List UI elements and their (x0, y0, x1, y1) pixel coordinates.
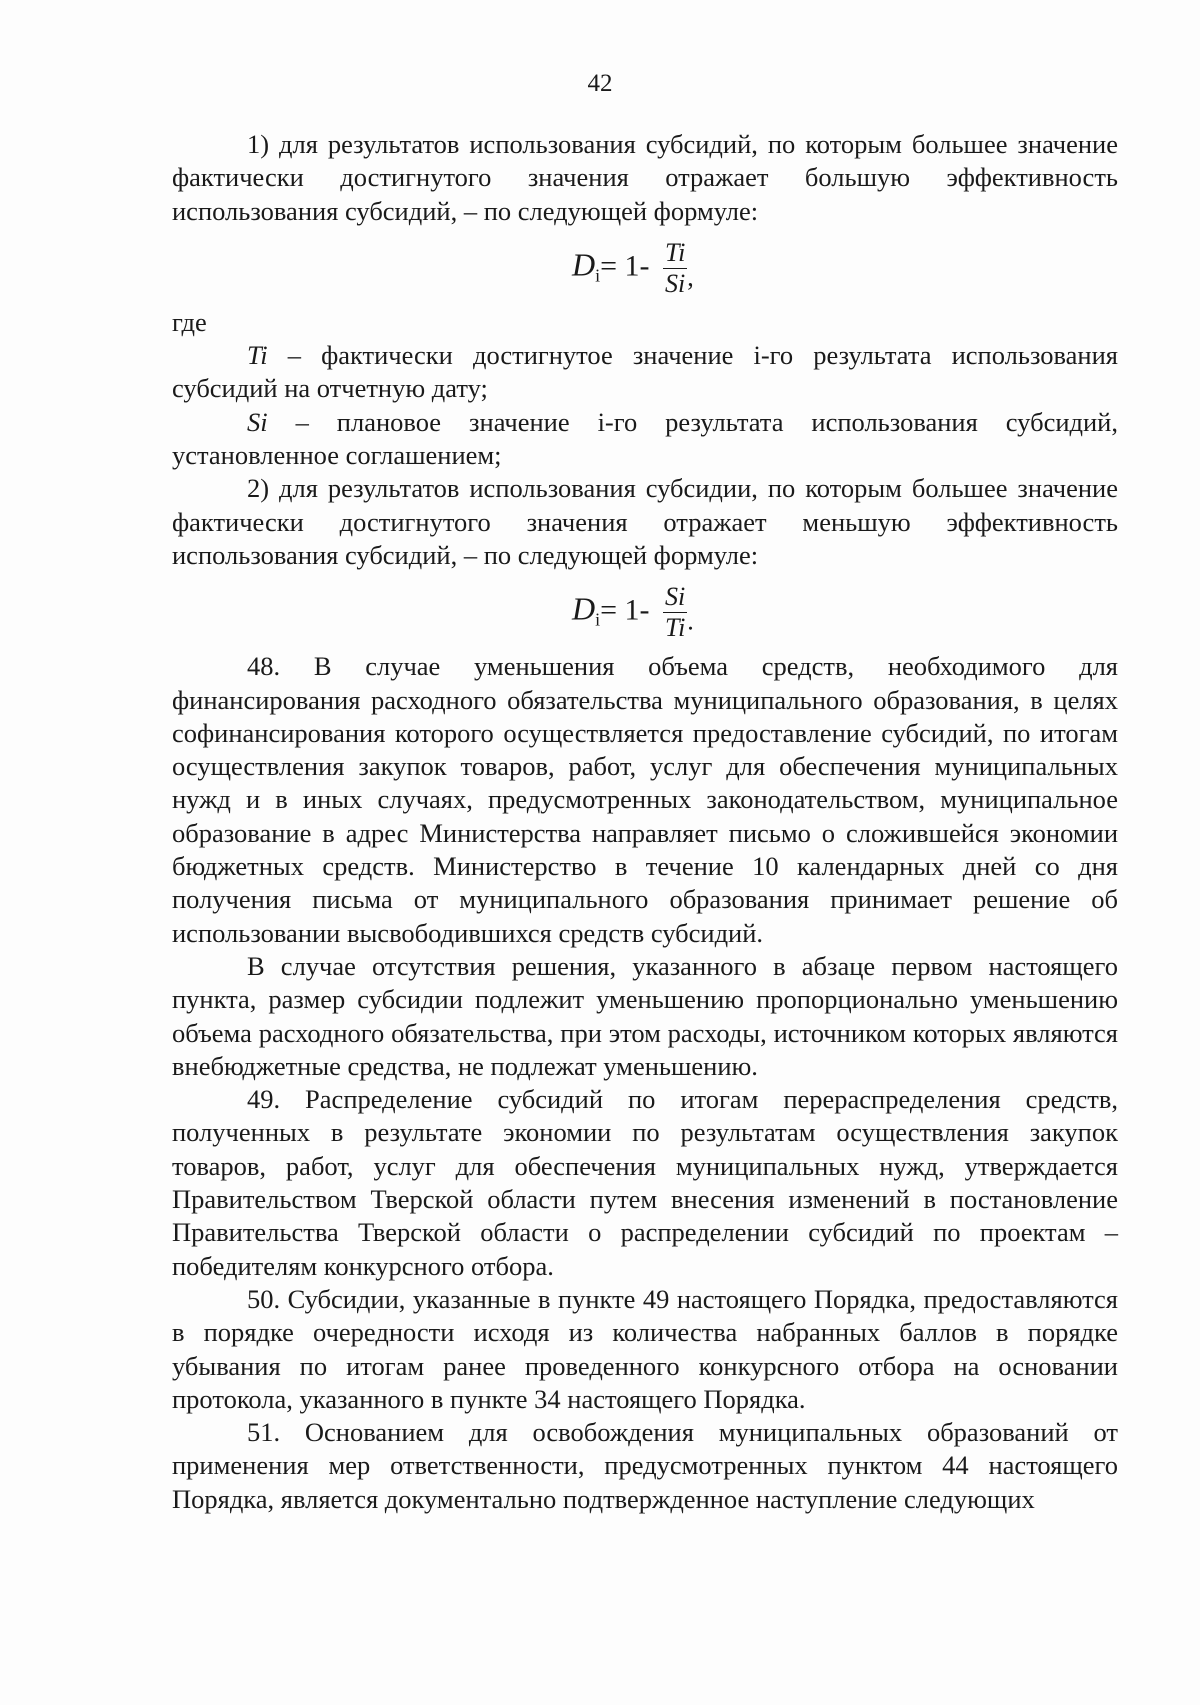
formula-2-fraction (663, 582, 687, 643)
paragraph-49: 49. Распределение субсидий по итогам перераспределения средств, полученных в результате экономии по результатам осуществления закупок товаров, работ, услуг для обеспечения муниципальных нужд, утверждается Правительством Тверской области путем внесения изменений в постановление Правительства Тверской области о распределении субсидий по проектам – победителям конкурсного отбора. (172, 1084, 1118, 1281)
formula-1-equals: = 1- (600, 249, 658, 283)
si-symbol: Si (247, 406, 268, 437)
paragraph-50: 50. Субсидии, указанные в пункте 49 настоящего Порядка, предоставляются в порядке очередности исходя из количества набранных баллов в порядке убывания по итогам ранее проведенного конкурсного отбора на основании протокола, указанного в пункте 34 настоящего Порядка. (172, 1283, 1118, 1414)
formula-1-denominator: Si (665, 268, 686, 298)
formula-1-tail: , (687, 262, 694, 292)
formula-1 (172, 228, 1118, 306)
page-number: 42 (587, 70, 613, 97)
ti-text: – фактически достигнутое значение i-го результата использования субсидий на отчетную дату; (172, 340, 1118, 404)
formula-1-numerator: Ti (665, 237, 686, 267)
formula-1-lhs: D (572, 246, 596, 283)
formula-2-tail: . (687, 606, 694, 636)
formula-2 (172, 572, 1118, 650)
paragraph-48: 48. В случае уменьшения объема средств, необходимого для финансирования расходного обязательства муниципального образования, в целях софинансирования которого осуществляется предоставление субсидий, по итогам осуществления закупок товаров, работ, услуг для обеспечения муниципальных нужд и в иных случаях, предусмотренных законодательством, муниципальное образование в адрес Министерства направляет письмо о сложившейся экономии бюджетных средств. Министерство в течение 10 календарных дней со дня получения письма от муниципального образования принимает решение об использовании высвободившихся средств субсидий. (172, 651, 1118, 948)
ti-symbol: Ti (247, 340, 268, 371)
paragraph-51: 51. Основанием для освобождения муниципальных образований от применения мер ответственности, предусмотренных пунктом 44 настоящего Порядка, является документально подтвержденное наступление следующих (172, 1417, 1118, 1514)
si-definition (172, 406, 1118, 473)
paragraph-item-1: 1) для результатов использования субсидий, по которым большее значение фактически достигнутого значения отражает большую эффективность использования субсидий, – по следующей формуле: (172, 129, 1118, 226)
si-text: – плановое значение i-го результата использования субсидий, установленное соглашением; (172, 406, 1118, 471)
formula-1-fraction (663, 238, 687, 299)
formula-1-expression (572, 238, 694, 299)
formula-2-equals: = 1- (600, 593, 658, 627)
formula-1-subscript: i (595, 265, 601, 286)
formula-2-expression (572, 582, 694, 643)
formula-2-subscript: i (595, 609, 601, 630)
formula-2-denominator: Ti (665, 613, 686, 643)
formula-2-numerator: Si (663, 582, 687, 613)
paragraph-item-2: 2) для результатов использования субсидии, по которым большее значение фактически достигнутого значения отражает меньшую эффективность использования субсидий, – по следующей формуле: (172, 473, 1118, 570)
paragraph-48-second: В случае отсутствия решения, указанного в абзаце первом настоящего пункта, размер субсидии подлежит уменьшению пропорционально уменьшению объема расходного обязательства, при этом расходы, источником которых являются внебюджетные средства, не подлежат уменьшению. (172, 950, 1118, 1081)
where-label: где (172, 306, 207, 337)
ti-definition (172, 339, 1118, 406)
document-body (172, 128, 1118, 1516)
formula-2-lhs: D (572, 590, 596, 627)
